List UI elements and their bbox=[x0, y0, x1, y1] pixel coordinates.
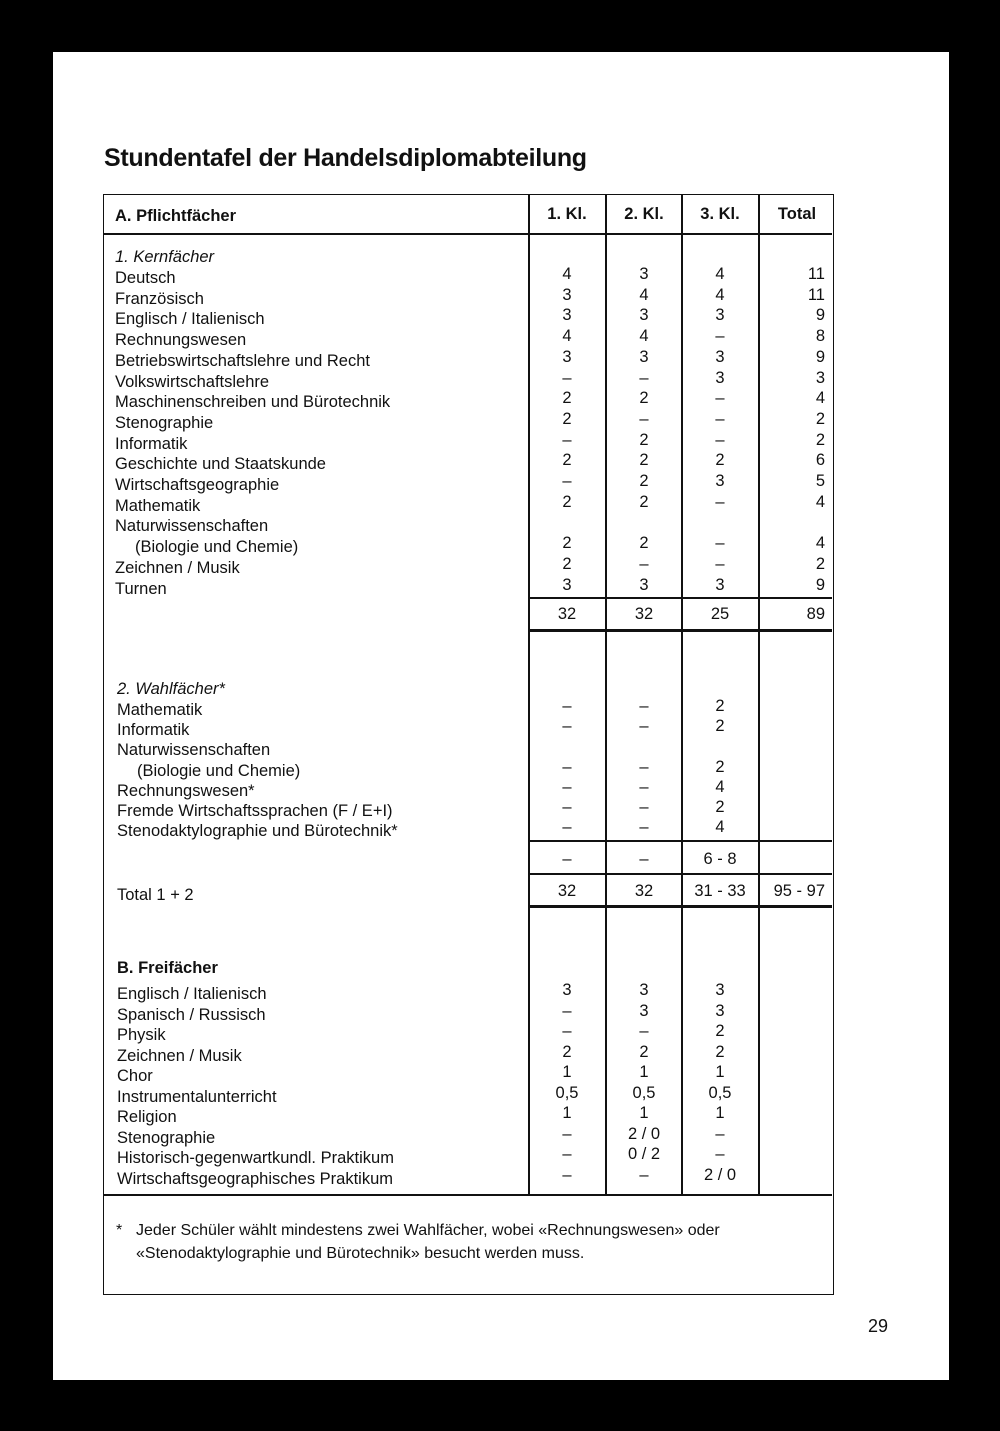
cell-k1: 2 bbox=[562, 554, 572, 573]
cell-k3: – bbox=[715, 389, 725, 408]
row-label: Zeichnen / Musik bbox=[117, 1046, 242, 1065]
cell-k1: 3 bbox=[562, 575, 572, 594]
cell-k2: 1 bbox=[639, 1063, 649, 1081]
kern-sum-3: 25 bbox=[710, 605, 730, 623]
cell-k1: – bbox=[562, 1165, 572, 1184]
row-label: Religion bbox=[117, 1108, 177, 1126]
cell-k2: 2 / 0 bbox=[627, 1124, 661, 1143]
cell-k2: – bbox=[639, 409, 649, 428]
row-label: Fremde Wirtschaftssprachen (F / E+I) bbox=[117, 802, 393, 820]
cell-k2: – bbox=[639, 368, 649, 387]
cell-total: 6 bbox=[815, 451, 825, 470]
wahl-sum-line-top bbox=[528, 840, 832, 842]
cell-k3: 4 bbox=[715, 777, 725, 796]
row-label: Deutsch bbox=[115, 269, 176, 287]
cell-k1: – bbox=[562, 472, 572, 490]
cell-k2: 4 bbox=[639, 285, 649, 304]
row-label: Englisch / Italienisch bbox=[115, 310, 265, 329]
cell-k3: – bbox=[715, 1145, 725, 1163]
total-total: 95 - 97 bbox=[773, 882, 825, 900]
row-label: Naturwissenschaften bbox=[115, 517, 269, 536]
page-title: Stundentafel der Handelsdiplomabteilung bbox=[104, 144, 587, 172]
cell-k3: 2 bbox=[715, 757, 725, 776]
cell-k2: – bbox=[639, 1165, 649, 1184]
row-label: Mathematik bbox=[115, 496, 201, 515]
footnote-star: * bbox=[116, 1222, 123, 1239]
row-label: Wirtschaftsgeographisches Praktikum bbox=[117, 1169, 394, 1188]
cell-k3: 2 / 0 bbox=[703, 1165, 737, 1184]
row-label: Physik bbox=[117, 1026, 166, 1044]
cell-k3: – bbox=[715, 534, 725, 553]
cell-total: 2 bbox=[815, 409, 825, 428]
cell-k3: 2 bbox=[715, 798, 725, 816]
cell-k1: – bbox=[562, 430, 572, 449]
cell-k1: – bbox=[562, 757, 572, 776]
cell-k1: 3 bbox=[562, 347, 572, 366]
cell-total: 2 bbox=[815, 430, 825, 449]
cell-k3: 4 bbox=[715, 285, 725, 304]
row-label: (Biologie und Chemie) bbox=[137, 761, 301, 780]
row-label: Mathematik bbox=[117, 701, 203, 719]
row-label: Stenographie bbox=[117, 1128, 216, 1147]
cell-k1: 3 bbox=[562, 285, 572, 304]
cell-k3: – bbox=[715, 554, 725, 573]
cell-k3: – bbox=[715, 327, 725, 346]
row-label: Instrumentalunterricht bbox=[117, 1087, 277, 1106]
page-number: 29 bbox=[867, 1316, 888, 1336]
cell-k3: 3 bbox=[715, 472, 725, 490]
kern-heading: 1. Kernfächer bbox=[115, 248, 215, 266]
row-label: Stenodaktylographie und Bürotechnik* bbox=[117, 822, 398, 841]
col-header-2: 2. Kl. bbox=[624, 205, 664, 223]
cell-k3: 1 bbox=[715, 1063, 725, 1081]
kern-sum-2: 32 bbox=[634, 605, 654, 623]
cell-total: 9 bbox=[815, 575, 825, 594]
wahl-sum-2: – bbox=[639, 850, 649, 868]
cell-k2: 2 bbox=[639, 389, 649, 408]
wahl-sum-1: – bbox=[562, 850, 572, 868]
cell-k1: – bbox=[562, 1022, 572, 1040]
row-label: Informatik bbox=[115, 434, 188, 453]
document-page bbox=[53, 52, 949, 1380]
cell-k2: 0 / 2 bbox=[627, 1145, 661, 1163]
col-header-3: 3. Kl. bbox=[700, 205, 740, 223]
row-label: Rechnungswesen* bbox=[117, 781, 255, 800]
cell-k3: 2 bbox=[715, 451, 725, 470]
cell-k2: 3 bbox=[639, 1001, 649, 1020]
cell-k2: 3 bbox=[639, 306, 649, 325]
cell-k2: 3 bbox=[639, 981, 649, 999]
cell-k2: 2 bbox=[639, 472, 649, 490]
cell-k2: – bbox=[639, 757, 649, 776]
row-label: Chor bbox=[117, 1067, 153, 1085]
cell-k1: 4 bbox=[562, 327, 572, 346]
cell-total: 3 bbox=[815, 368, 825, 387]
total-3: 31 - 33 bbox=[694, 882, 746, 900]
cell-k1: 2 bbox=[562, 451, 572, 470]
cell-k3: – bbox=[715, 409, 725, 428]
cell-k1: 1 bbox=[562, 1104, 572, 1122]
cell-k3: – bbox=[715, 430, 725, 449]
cell-k2: 3 bbox=[639, 347, 649, 366]
cell-k3: 1 bbox=[715, 1104, 725, 1122]
cell-k1: – bbox=[562, 697, 572, 715]
cell-k2: 2 bbox=[639, 430, 649, 449]
cell-k1: – bbox=[562, 717, 572, 736]
cell-k3: 3 bbox=[715, 575, 725, 594]
cell-k2: – bbox=[639, 777, 649, 796]
cell-k3: 2 bbox=[715, 717, 725, 736]
cell-k1: – bbox=[562, 818, 572, 837]
cell-k2: 3 bbox=[639, 265, 649, 283]
total-line-bottom bbox=[528, 905, 832, 908]
cell-k3: 3 bbox=[715, 306, 725, 325]
cell-total: 4 bbox=[815, 492, 825, 511]
total-line-top bbox=[528, 873, 832, 875]
cell-total: 9 bbox=[815, 347, 825, 366]
cell-k1: 2 bbox=[562, 534, 572, 553]
cell-k2: 0,5 bbox=[632, 1083, 656, 1102]
kern-sum-total: 89 bbox=[806, 605, 825, 623]
cell-total: 4 bbox=[815, 389, 825, 408]
cell-k3: 2 bbox=[715, 1022, 725, 1040]
cell-total: 4 bbox=[815, 534, 825, 553]
cell-k1: 2 bbox=[562, 492, 572, 511]
cell-k2: 2 bbox=[639, 451, 649, 470]
cell-k1: 4 bbox=[562, 265, 572, 283]
row-label: Wirtschaftsgeographie bbox=[115, 476, 280, 494]
cell-k3: 4 bbox=[715, 818, 725, 837]
cell-total: 8 bbox=[815, 327, 825, 346]
total-label: Total 1 + 2 bbox=[117, 886, 194, 904]
cell-k2: – bbox=[639, 554, 649, 573]
cell-k2: – bbox=[639, 697, 649, 715]
row-label: Turnen bbox=[115, 579, 167, 598]
schedule-table bbox=[103, 194, 834, 1295]
frei-heading: B. Freifächer bbox=[117, 959, 218, 977]
cell-total: 5 bbox=[815, 472, 825, 490]
cell-k1: 2 bbox=[562, 1042, 572, 1061]
cell-k1: 2 bbox=[562, 389, 572, 408]
row-label: Historisch-gegenwartkundl. Praktikum bbox=[117, 1149, 394, 1167]
row-label: Geschichte und Staatskunde bbox=[115, 455, 326, 474]
row-label: (Biologie und Chemie) bbox=[135, 538, 299, 557]
footnote-text: Jeder Schüler wählt mindestens zwei Wahlfächer, wobei «Rechnungswesen» oder «Stenodaktylographie und Bürotechnik» besucht werden muss. bbox=[136, 1222, 720, 1262]
sum-line-bottom bbox=[528, 629, 832, 632]
cell-k1: – bbox=[562, 1001, 572, 1020]
cell-k2: 3 bbox=[639, 575, 649, 594]
cell-k3: 3 bbox=[715, 1001, 725, 1020]
cell-k1: 1 bbox=[562, 1063, 572, 1081]
row-label: Französisch bbox=[115, 289, 204, 308]
row-label: Betriebswirtschaftslehre und Recht bbox=[115, 351, 370, 370]
sum-line-top bbox=[528, 597, 832, 599]
cell-k1: – bbox=[562, 1145, 572, 1163]
cell-k3: 3 bbox=[715, 368, 725, 387]
row-label: Maschinenschreiben und Bürotechnik bbox=[115, 393, 391, 412]
cell-k1: 3 bbox=[562, 306, 572, 325]
cell-total: 11 bbox=[807, 285, 825, 304]
total-2: 32 bbox=[634, 882, 654, 900]
cell-k3: – bbox=[715, 492, 725, 511]
row-label: Spanisch / Russisch bbox=[117, 1005, 266, 1024]
cell-k2: – bbox=[639, 798, 649, 816]
total-1: 32 bbox=[557, 882, 577, 900]
footnote-separator bbox=[104, 1194, 832, 1196]
cell-k2: – bbox=[639, 818, 649, 837]
row-label: Stenographie bbox=[115, 413, 214, 432]
cell-k2: 1 bbox=[639, 1104, 649, 1122]
row-label: Volkswirtschaftslehre bbox=[115, 372, 270, 391]
cell-k1: – bbox=[562, 798, 572, 816]
cell-k2: 2 bbox=[639, 1042, 649, 1061]
cell-k3: 2 bbox=[715, 697, 725, 715]
cell-total: 11 bbox=[807, 265, 825, 283]
section-a-heading: A. Pflichtfächer bbox=[115, 207, 237, 225]
cell-k3: – bbox=[715, 1124, 725, 1143]
cell-k3: 3 bbox=[715, 347, 725, 366]
cell-k2: 2 bbox=[639, 534, 649, 553]
col-header-total: Total bbox=[777, 205, 817, 223]
header-separator bbox=[104, 233, 832, 235]
cell-k3: 2 bbox=[715, 1042, 725, 1061]
cell-total: 2 bbox=[815, 554, 825, 573]
wahl-sum-3: 6 - 8 bbox=[703, 850, 737, 868]
cell-k1: 3 bbox=[562, 981, 572, 999]
row-label: Naturwissenschaften bbox=[117, 741, 271, 760]
wahl-heading: 2. Wahlfächer* bbox=[117, 680, 225, 698]
cell-total: 9 bbox=[815, 306, 825, 325]
cell-k1: – bbox=[562, 368, 572, 387]
cell-k3: 4 bbox=[715, 265, 725, 283]
kern-sum-1: 32 bbox=[557, 605, 577, 623]
cell-k3: 3 bbox=[715, 981, 725, 999]
cell-k2: 2 bbox=[639, 492, 649, 511]
row-label: Informatik bbox=[117, 721, 190, 740]
cell-k1: 2 bbox=[562, 409, 572, 428]
cell-k2: 4 bbox=[639, 327, 649, 346]
cell-k1: – bbox=[562, 777, 572, 796]
cell-k3: 0,5 bbox=[708, 1083, 732, 1102]
row-label: Rechnungswesen bbox=[115, 331, 247, 350]
row-label: Englisch / Italienisch bbox=[117, 985, 267, 1003]
cell-k1: 0,5 bbox=[555, 1083, 579, 1102]
col-header-1: 1. Kl. bbox=[547, 205, 587, 223]
cell-k2: – bbox=[639, 717, 649, 736]
cell-k2: – bbox=[639, 1022, 649, 1040]
cell-k1: – bbox=[562, 1124, 572, 1143]
row-label: Zeichnen / Musik bbox=[115, 558, 240, 577]
